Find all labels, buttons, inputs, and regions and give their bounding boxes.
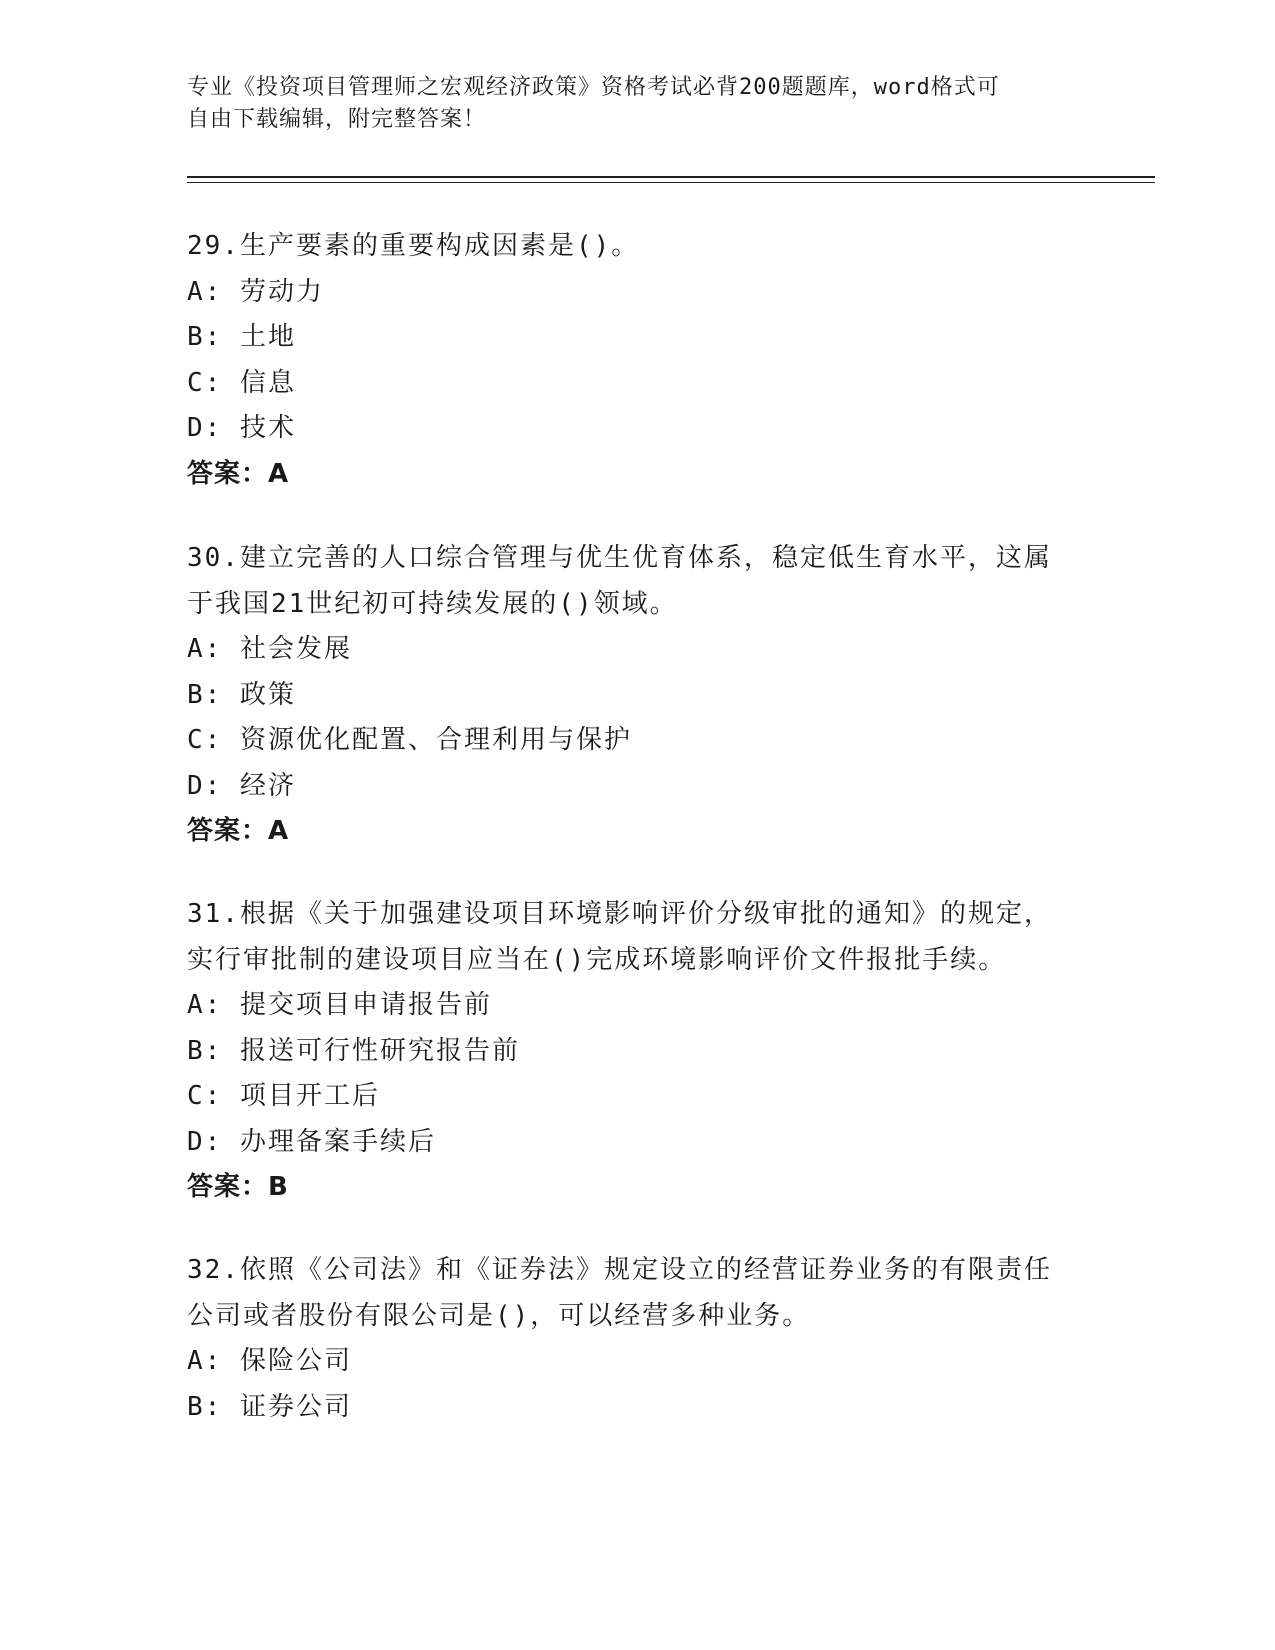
option-b: B: 政策 [187, 679, 296, 710]
header-divider-thin [187, 182, 1155, 183]
option-a: A: 社会发展 [187, 634, 352, 664]
option-d: D: 经济 [187, 770, 296, 801]
question-32 [187, 1248, 1087, 1430]
option-c: C: 项目开工后 [187, 1081, 380, 1111]
option-c: C: 资源优化配置、合理利用与保护 [187, 725, 632, 755]
option-b: B: 土地 [187, 322, 296, 352]
option-d: D: 办理备案手续后 [187, 1126, 436, 1157]
header-divider [187, 176, 1155, 178]
question-stem-line-2: 实行审批制的建设项目应当在()完成环境影响评价文件报批手续。 [187, 944, 1007, 975]
question-stem-line-1: 31.根据《关于加强建设项目环境影响评价分级审批的通知》的规定， [187, 899, 1052, 929]
option-c: C: 信息 [187, 367, 296, 398]
answer-line: 答案：B [187, 1172, 289, 1202]
header-line-2: 自由下载编辑，附完整答案！ [187, 107, 487, 132]
option-a: A: 提交项目申请报告前 [187, 990, 492, 1020]
question-stem-line-1: 32.依照《公司法》和《证券法》规定设立的经营证券业务的有限责任 [187, 1255, 1052, 1285]
answer-line: 答案：A [187, 458, 290, 489]
option-b: B: 证券公司 [187, 1391, 352, 1422]
option-a: A: 劳动力 [187, 276, 324, 307]
option-a: A: 保险公司 [187, 1346, 352, 1376]
document-header [187, 72, 1067, 136]
question-stem: 29.生产要素的重要构成因素是()。 [187, 231, 640, 261]
question-29 [187, 224, 1087, 497]
question-stem-line-2: 于我国21世纪初可持续发展的()领域。 [187, 588, 678, 619]
answer-line: 答案：A [187, 816, 290, 846]
header-line-1: 专业《投资项目管理师之宏观经济政策》资格考试必背200题题库，word格式可 [187, 75, 1000, 100]
option-d: D: 技术 [187, 413, 296, 443]
option-b: B: 报送可行性研究报告前 [187, 1035, 520, 1066]
question-stem-line-2: 公司或者股份有限公司是()，可以经营多种业务。 [187, 1300, 811, 1331]
question-stem-line-1: 30.建立完善的人口综合管理与优生优育体系，稳定低生育水平，这属 [187, 543, 1052, 573]
question-31 [187, 892, 1087, 1211]
question-30 [187, 536, 1087, 855]
